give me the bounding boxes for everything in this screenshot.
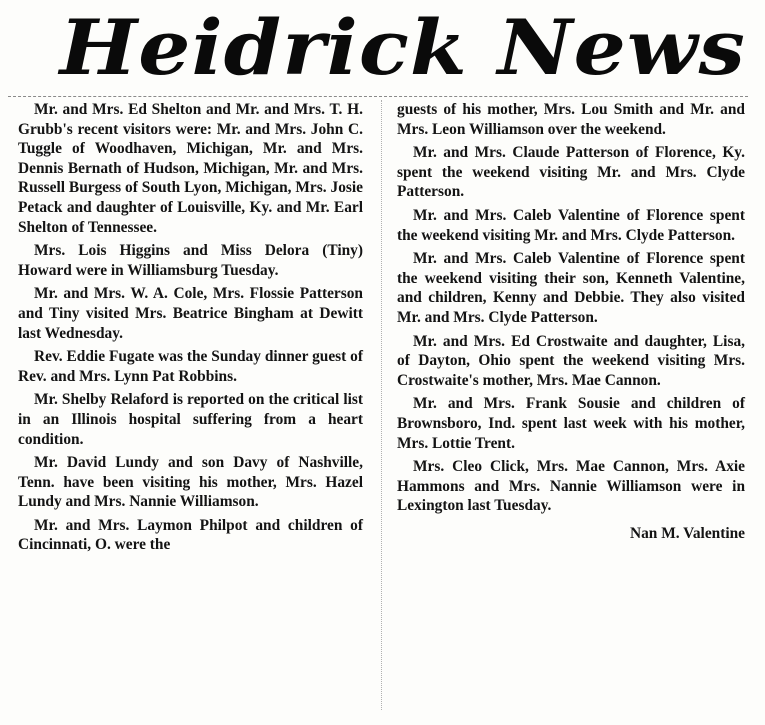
news-item: Mrs. Lois Higgins and Miss Delora (Tiny) Howard were in Williamsburg Tuesday. [18, 242, 363, 279]
column-divider [381, 100, 382, 710]
news-item: Mr. and Mrs. Ed Crostwaite and daughter, Lisa, of Dayton, Ohio spent the weekend visiting Mrs. Crostwaite's mother, Mrs. Mae Cannon. [397, 332, 745, 389]
right-column [397, 100, 745, 547]
news-item-continuation: guests of his mother, Mrs. Lou Smith and Mr. and Mrs. Leon Williamson over the weekend. [397, 101, 745, 138]
masthead [0, 2, 765, 94]
news-item: Mrs. Cleo Click, Mrs. Mae Cannon, Mrs. Axie Hammons and Mrs. Nannie Williamson were in Lexington last Tuesday. [397, 458, 745, 515]
news-item: Mr. and Mrs. Caleb Valentine of Florence spent the weekend visiting their son, Kenneth Valentine, and children, Kenny and Debbie. They also visited Mr. and Mrs. Clyde Patterson. [397, 250, 745, 326]
news-item: Rev. Eddie Fugate was the Sunday dinner guest of Rev. and Mrs. Lynn Pat Robbins. [18, 348, 363, 385]
news-item: Mr. Shelby Relaford is reported on the critical list in an Illinois hospital suffering from a heart condition. [18, 391, 363, 448]
news-item: Mr. and Mrs. Caleb Valentine of Florence spent the weekend visiting Mr. and Mrs. Clyde Patterson. [397, 206, 745, 244]
news-item: Mr. and Mrs. Claude Patterson of Florence, Ky. spent the weekend visiting Mr. and Mrs. Clyde Patterson. [397, 144, 745, 201]
masthead-rule [8, 96, 748, 97]
left-column [18, 100, 363, 559]
news-item: Mr. David Lundy and son Davy of Nashville, Tenn. have been visiting his mother, Mrs. Hazel Lundy and Mrs. Nannie Williamson. [18, 454, 363, 511]
author-signature: Nan M. Valentine [629, 524, 745, 542]
news-item: Mr. and Mrs. W. A. Cole, Mrs. Flossie Patterson and Tiny visited Mrs. Beatrice Bingham at Dewitt last Wednesday. [18, 285, 363, 342]
masthead-title: Heidrick News [59, 3, 746, 92]
news-item: Mr. and Mrs. Laymon Philpot and children of Cincinnati, O. were the [18, 516, 363, 554]
news-item: Mr. and Mrs. Frank Sousie and children of Brownsboro, Ind. spent last week with his mother, Mrs. Lottie Trent. [397, 395, 745, 452]
news-item: Mr. and Mrs. Ed Shelton and Mr. and Mrs. T. H. Grubb's recent visitors were: Mr. and Mrs. John C. Tuggle of Woodhaven, Michigan, Mr. and Mrs. Dennis Bernath of Hudson, Michigan, Mr. and Mrs. Russell Burgess of South Lyon, Michigan, Mrs. Josie Petack and daughter of Louisville, Ky. and Mr. Earl Shelton of Tennessee. [18, 101, 363, 236]
